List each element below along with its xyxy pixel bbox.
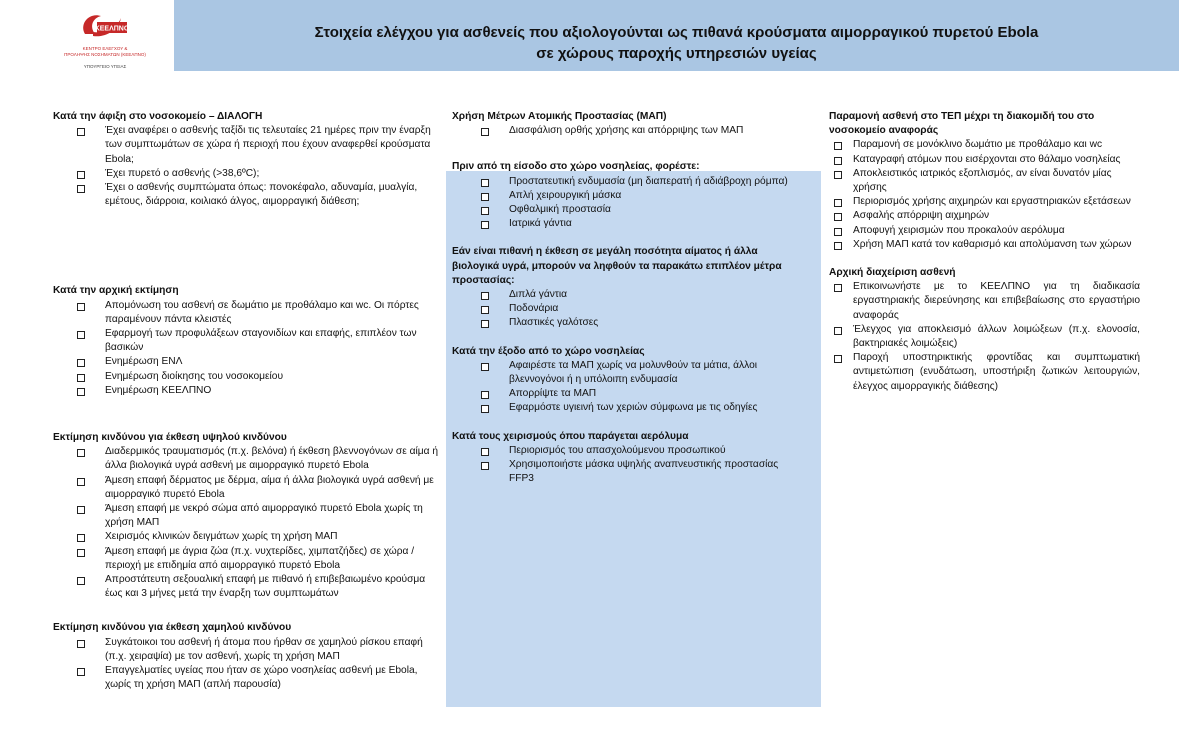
checklist-item: Ενημέρωση ΕΝΛ xyxy=(53,355,438,369)
section-before-entry xyxy=(452,160,802,231)
section-title: Κατά τους χειρισμούς όπου παράγεται αερόλυμα xyxy=(452,430,689,442)
checklist-item: Έχει ο ασθενής συμπτώματα όπως: πονοκέφαλο, αδυναμία, μυαλγία, εμέτους, διάρροια, κοιλιακό άλγος, αιμορραγική διάθεση; xyxy=(53,181,438,209)
section-ed-stay xyxy=(829,110,1140,252)
checklist-item: Απορρίψτε τα ΜΑΠ xyxy=(452,387,802,401)
checklist-item: Ενημέρωση διοίκησης του νοσοκομείου xyxy=(53,370,438,384)
section-title: Εκτίμηση κινδύνου για έκθεση υψηλού κινδύνου xyxy=(53,432,287,444)
keelpno-emblem-icon xyxy=(75,8,135,48)
checklist-item: Έλεγχος για αποκλεισμό άλλων λοιμώξεων (π.χ. ελονοσία, βακτηριακές λοιμώξεις) xyxy=(829,323,1140,351)
checklist-item: Απλή χειρουργική μάσκα xyxy=(452,189,802,203)
section-title: Εκτίμηση κινδύνου για έκθεση χαμηλού κινδύνου xyxy=(53,622,292,634)
section-initial-management xyxy=(829,266,1140,394)
checklist-item: Έχει αναφέρει ο ασθενής ταξίδι τις τελευταίες 21 ημέρες πριν την έναρξη των συμπτωμάτων σε χώρα ή περιοχή που έχουν αναφερθεί κρούσματα Ebola; xyxy=(53,124,438,167)
section-title: Χρήση Μέτρων Ατομικής Προστασίας (ΜΑΠ) xyxy=(452,111,667,122)
section-title: Κατά την αρχική εκτίμηση xyxy=(53,285,179,297)
checklist-item: Εφαρμόστε υγιεινή των χεριών σύμφωνα με τις οδηγίες xyxy=(452,401,802,415)
section-ppe-use xyxy=(452,110,802,138)
checklist-item: Οφθαλμική προστασία xyxy=(452,203,802,217)
section-aerosol xyxy=(452,430,802,487)
checklist-item: Έχει πυρετό ο ασθενής (>38,6ºC); xyxy=(53,167,438,181)
column-ppe xyxy=(452,110,802,486)
checklist-item: Ποδονάρια xyxy=(452,302,802,316)
section-title: Παραμονή ασθενή στο ΤΕΠ μέχρι τη διακομιδή του στο νοσοκομείο αναφοράς xyxy=(829,111,1095,137)
logo-line1: ΚΕΝΤΡΟ ΕΛΕΓΧΟΥ & xyxy=(82,46,128,51)
section-low-risk xyxy=(53,621,438,692)
checklist-item: Αφαιρέστε τα ΜΑΠ χωρίς να μολυνθούν τα μάτια, άλλοι βλεννογόνοι ή η υπόλοιπη ενδυμασία xyxy=(452,359,802,387)
checklist-item: Άμεση επαφή με νεκρό σώμα από αιμορραγικό πυρετό Ebola χωρίς τη χρήση ΜΑΠ xyxy=(53,502,438,530)
checklist-item: Διπλά γάντια xyxy=(452,288,802,302)
section-title: Κατά την άφιξη στο νοσοκομείο – ΔΙΑΛΟΓΗ xyxy=(53,111,263,122)
checklist-item: Διασφάλιση ορθής χρήσης και απόρριψης των ΜΑΠ xyxy=(452,124,802,138)
checklist-item: Καταγραφή ατόμων που εισέρχονται στο θάλαμο νοσηλείας xyxy=(829,153,1140,167)
section-extra-protection xyxy=(452,245,802,330)
checklist-item: Παροχή υποστηρικτικής φροντίδας και συμπτωματική αντιμετώπιση (ενυδάτωση, υποστήριξη ζωτικών λειτουργιών, έλεγχος αιμορραγικής διάθεσης) xyxy=(829,351,1140,394)
checklist-item: Περιορισμός του απασχολούμενου προσωπικού xyxy=(452,444,802,458)
column-triage xyxy=(53,110,438,693)
section-title: Εάν είναι πιθανή η έκθεση σε μεγάλη ποσότητα αίματος ή άλλα βιολογικά υγρά, μπορούν να ληφθούν τα παρακάτω επιπλέον μέτρα προστασίας: xyxy=(452,246,782,286)
keelpno-logo xyxy=(55,8,155,72)
logo-line2: ΠΡΟΛΗΨΗΣ ΝΟΣΗΜΑΤΩΝ (ΚΕΕΛΠΝΟ) xyxy=(64,52,146,57)
checklist-item: Παραμονή σε μονόκλινο δωμάτιο με προθάλαμο και wc xyxy=(829,138,1140,152)
checklist-item: Συγκάτοικοι του ασθενή ή άτομα που ήρθαν σε χαμηλού ρίσκου επαφή (π.χ. χειραψία) με τον ασθενή, χωρίς τη χρήση ΜΑΠ xyxy=(53,636,438,664)
checklist-item: Αποφυγή χειρισμών που προκαλούν αερόλυμα xyxy=(829,224,1140,238)
checklist-item: Διαδερμικός τραυματισμός (π.χ. βελόνα) ή έκθεση βλεννογόνων σε αίμα ή άλλα βιολογικά υγρά ασθενή με αιμορραγικό πυρετό Ebola xyxy=(53,445,438,473)
checklist-item: Ιατρικά γάντια xyxy=(452,217,802,231)
checklist-item: Απροστάτευτη σεξουαλική επαφή με πιθανό ή επιβεβαιωμένο κρούσμα έως και 3 μήνες μετά την έναρξη των συμπτωμάτων xyxy=(53,573,438,601)
checklist-item: Χρήση ΜΑΠ κατά τον καθαρισμό και απολύμανση των χώρων xyxy=(829,238,1140,252)
checklist-item: Πλαστικές γαλότσες xyxy=(452,316,802,330)
section-arrival xyxy=(53,110,438,209)
checklist-item: Άμεση επαφή με άγρια ζώα (π.χ. νυχτερίδες, χιμπατζήδες) σε χώρα / περιοχή με επιδημία από αιμορραγικό πυρετό Ebola xyxy=(53,545,438,573)
title-line1: Στοιχεία ελέγχου για ασθενείς που αξιολογούνται ως πιθανά κρούσματα αιμορραγικού πυρετού Ebola xyxy=(314,24,1039,41)
section-title: Κατά την έξοδο από το χώρο νοσηλείας xyxy=(452,345,645,357)
section-title: Πριν από τη είσοδο στο χώρο νοσηλείας, φορέστε: xyxy=(452,161,700,173)
checklist-item: Αποκλειστικός ιατρικός εξοπλισμός, αν είναι δυνατόν μίας χρήσης xyxy=(829,167,1140,195)
title-banner xyxy=(174,0,1179,71)
checklist-item: Απομόνωση του ασθενή σε δωμάτιο με προθάλαμο και wc. Οι πόρτες παραμένουν πάντα κλειστές xyxy=(53,299,438,327)
section-exit xyxy=(452,345,802,416)
column-management xyxy=(829,110,1140,394)
title-line2: σε χώρους παροχής υπηρεσιών υγείας xyxy=(536,45,817,62)
section-initial-assessment xyxy=(53,284,438,398)
checklist-item: Χειρισμός κλινικών δειγμάτων χωρίς τη χρήση ΜΑΠ xyxy=(53,530,438,544)
checklist-item: Ασφαλής απόρριψη αιχμηρών xyxy=(829,209,1140,223)
section-high-risk xyxy=(53,431,438,601)
checklist-item: Προστατευτική ενδυμασία (μη διαπερατή ή αδιάβροχη ρόμπα) xyxy=(452,175,802,189)
section-title: Αρχική διαχείριση ασθενή xyxy=(829,267,956,279)
checklist-item: Χρησιμοποιήστε μάσκα υψηλής αναπνευστικής προστασίας FFP3 xyxy=(452,458,802,486)
checklist-item: Εφαρμογή των προφυλάξεων σταγονιδίων και επαφής, επιπλέον των βασικών xyxy=(53,327,438,355)
checklist-item: Ενημέρωση ΚΕΕΛΠΝΟ xyxy=(53,384,438,398)
checklist-item: Επαγγελματίες υγείας που ήταν σε χώρο νοσηλείας ασθενή με Ebola, χωρίς τη χρήση ΜΑΠ (απλή παρουσία) xyxy=(53,664,438,692)
checklist-item: Επικοινωνήστε με το ΚΕΕΛΠΝΟ για τη διαδικασία εργαστηριακής διερεύνησης και επιβεβαίωσης στο εργαστήριο αναφοράς xyxy=(829,280,1140,323)
logo-line3: ΥΠΟΥΡΓΕΙΟ ΥΓΕΙΑΣ xyxy=(83,64,127,69)
checklist-item: Άμεση επαφή δέρματος με δέρμα, αίμα ή άλλα βιολογικά υγρά ασθενή με αιμορραγικό πυρετό Ebola xyxy=(53,474,438,502)
logo-badge-text: ΚΕΕΛΠΝΟ xyxy=(94,25,130,33)
checklist-item: Περιορισμός χρήσης αιχμηρών και εργαστηριακών εξετάσεων xyxy=(829,195,1140,209)
